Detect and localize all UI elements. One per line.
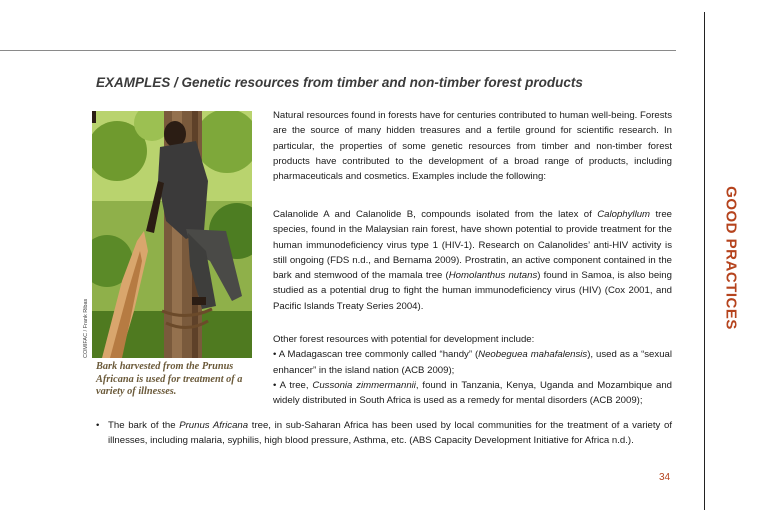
text-run: tree species, found in the Malaysian rain forest, have shown potential to provide treatment for the human immunodeficiency virus type 1 (HIV-1). Research on Calanolides’ anti-HIV activity is still ongoing (FDS n.d., and Bernama 2009). Prostratin, an active component contained in the bark and stemwood of the mamala tree ( bbox=[273, 209, 672, 282]
calanolide-text bbox=[273, 207, 672, 314]
intro-paragraph bbox=[273, 108, 672, 184]
page-number: 34 bbox=[659, 472, 671, 483]
section-label: GOOD PRACTICES bbox=[722, 186, 740, 330]
bullet-prunus-africana bbox=[96, 418, 672, 449]
text-run: ), used as a “sexual enhancer” in the island nation (ACB 2009); bbox=[273, 349, 672, 376]
text-run: tree, in sub-Saharan Africa has been used by local communities for the treatment of a variety of illnesses, including malaria, syphilis, high blood pressure, Asthma, etc. (ABS Capacity Development Initiative for Africa n.d.). bbox=[108, 420, 672, 447]
bullet-text bbox=[96, 418, 672, 449]
species-name: Prunus Africana bbox=[179, 420, 249, 431]
text-run: Calanolide A and Calanolide B, compounds isolated from the latex of bbox=[273, 209, 598, 220]
text-run: • A tree, bbox=[273, 379, 313, 391]
bark-harvest-photo bbox=[92, 111, 252, 358]
intro-text: Natural resources found in forests have for centuries contributed to human well-being. Forests are the source of many hidden treasures and a fertile ground for scientific research. In particular, the properties of some genetic resources from timber and non-timber forest products have contributed to the development of a broad range of products, including pharmaceuticals and cosmetics. Examples include the following: bbox=[273, 110, 672, 183]
species-name: Homolanthus nutans bbox=[448, 270, 538, 282]
text-run: ) found in Samoa, is also being studied as a potential drug to fight the human immunodeficiency virus (HIV) (Cox 2001, and Pacific Islands Treaty Series 2004). bbox=[273, 270, 672, 312]
photo-credit: COMIFAC / Frank Ribas bbox=[83, 298, 89, 358]
text-run: , found in Tanzania, Kenya, Uganda and Mozambique and widely distributed in South Africa is used as a remedy for mental disorders (ACB 2009); bbox=[273, 379, 672, 407]
photo-illustration bbox=[92, 111, 252, 358]
other-resources-intro: Other forest resources with potential for development include: bbox=[273, 334, 535, 345]
other-resources-paragraph bbox=[273, 332, 672, 408]
bullet-marker: • bbox=[96, 420, 100, 431]
text-run: The bark of the bbox=[108, 420, 180, 431]
species-name: Cussonia zimmermannii bbox=[312, 379, 416, 391]
photo-caption: Bark harvested from the Prunus Africana is used for treatment of a variety of illnesses. bbox=[96, 361, 243, 397]
top-divider bbox=[0, 50, 676, 51]
text-run: • A Madagascan tree commonly called “handy” ( bbox=[273, 349, 479, 361]
page-heading: EXAMPLES / Genetic resources from timber and non-timber forest products bbox=[96, 75, 583, 90]
species-name: Calophyllum bbox=[597, 209, 651, 220]
calanolide-paragraph bbox=[273, 207, 672, 314]
side-divider bbox=[704, 12, 705, 510]
bullet-cussonia-tree bbox=[273, 378, 672, 409]
species-name: Neobeguea mahafalensis bbox=[478, 349, 588, 361]
bullet-madagascan-tree bbox=[273, 347, 672, 378]
